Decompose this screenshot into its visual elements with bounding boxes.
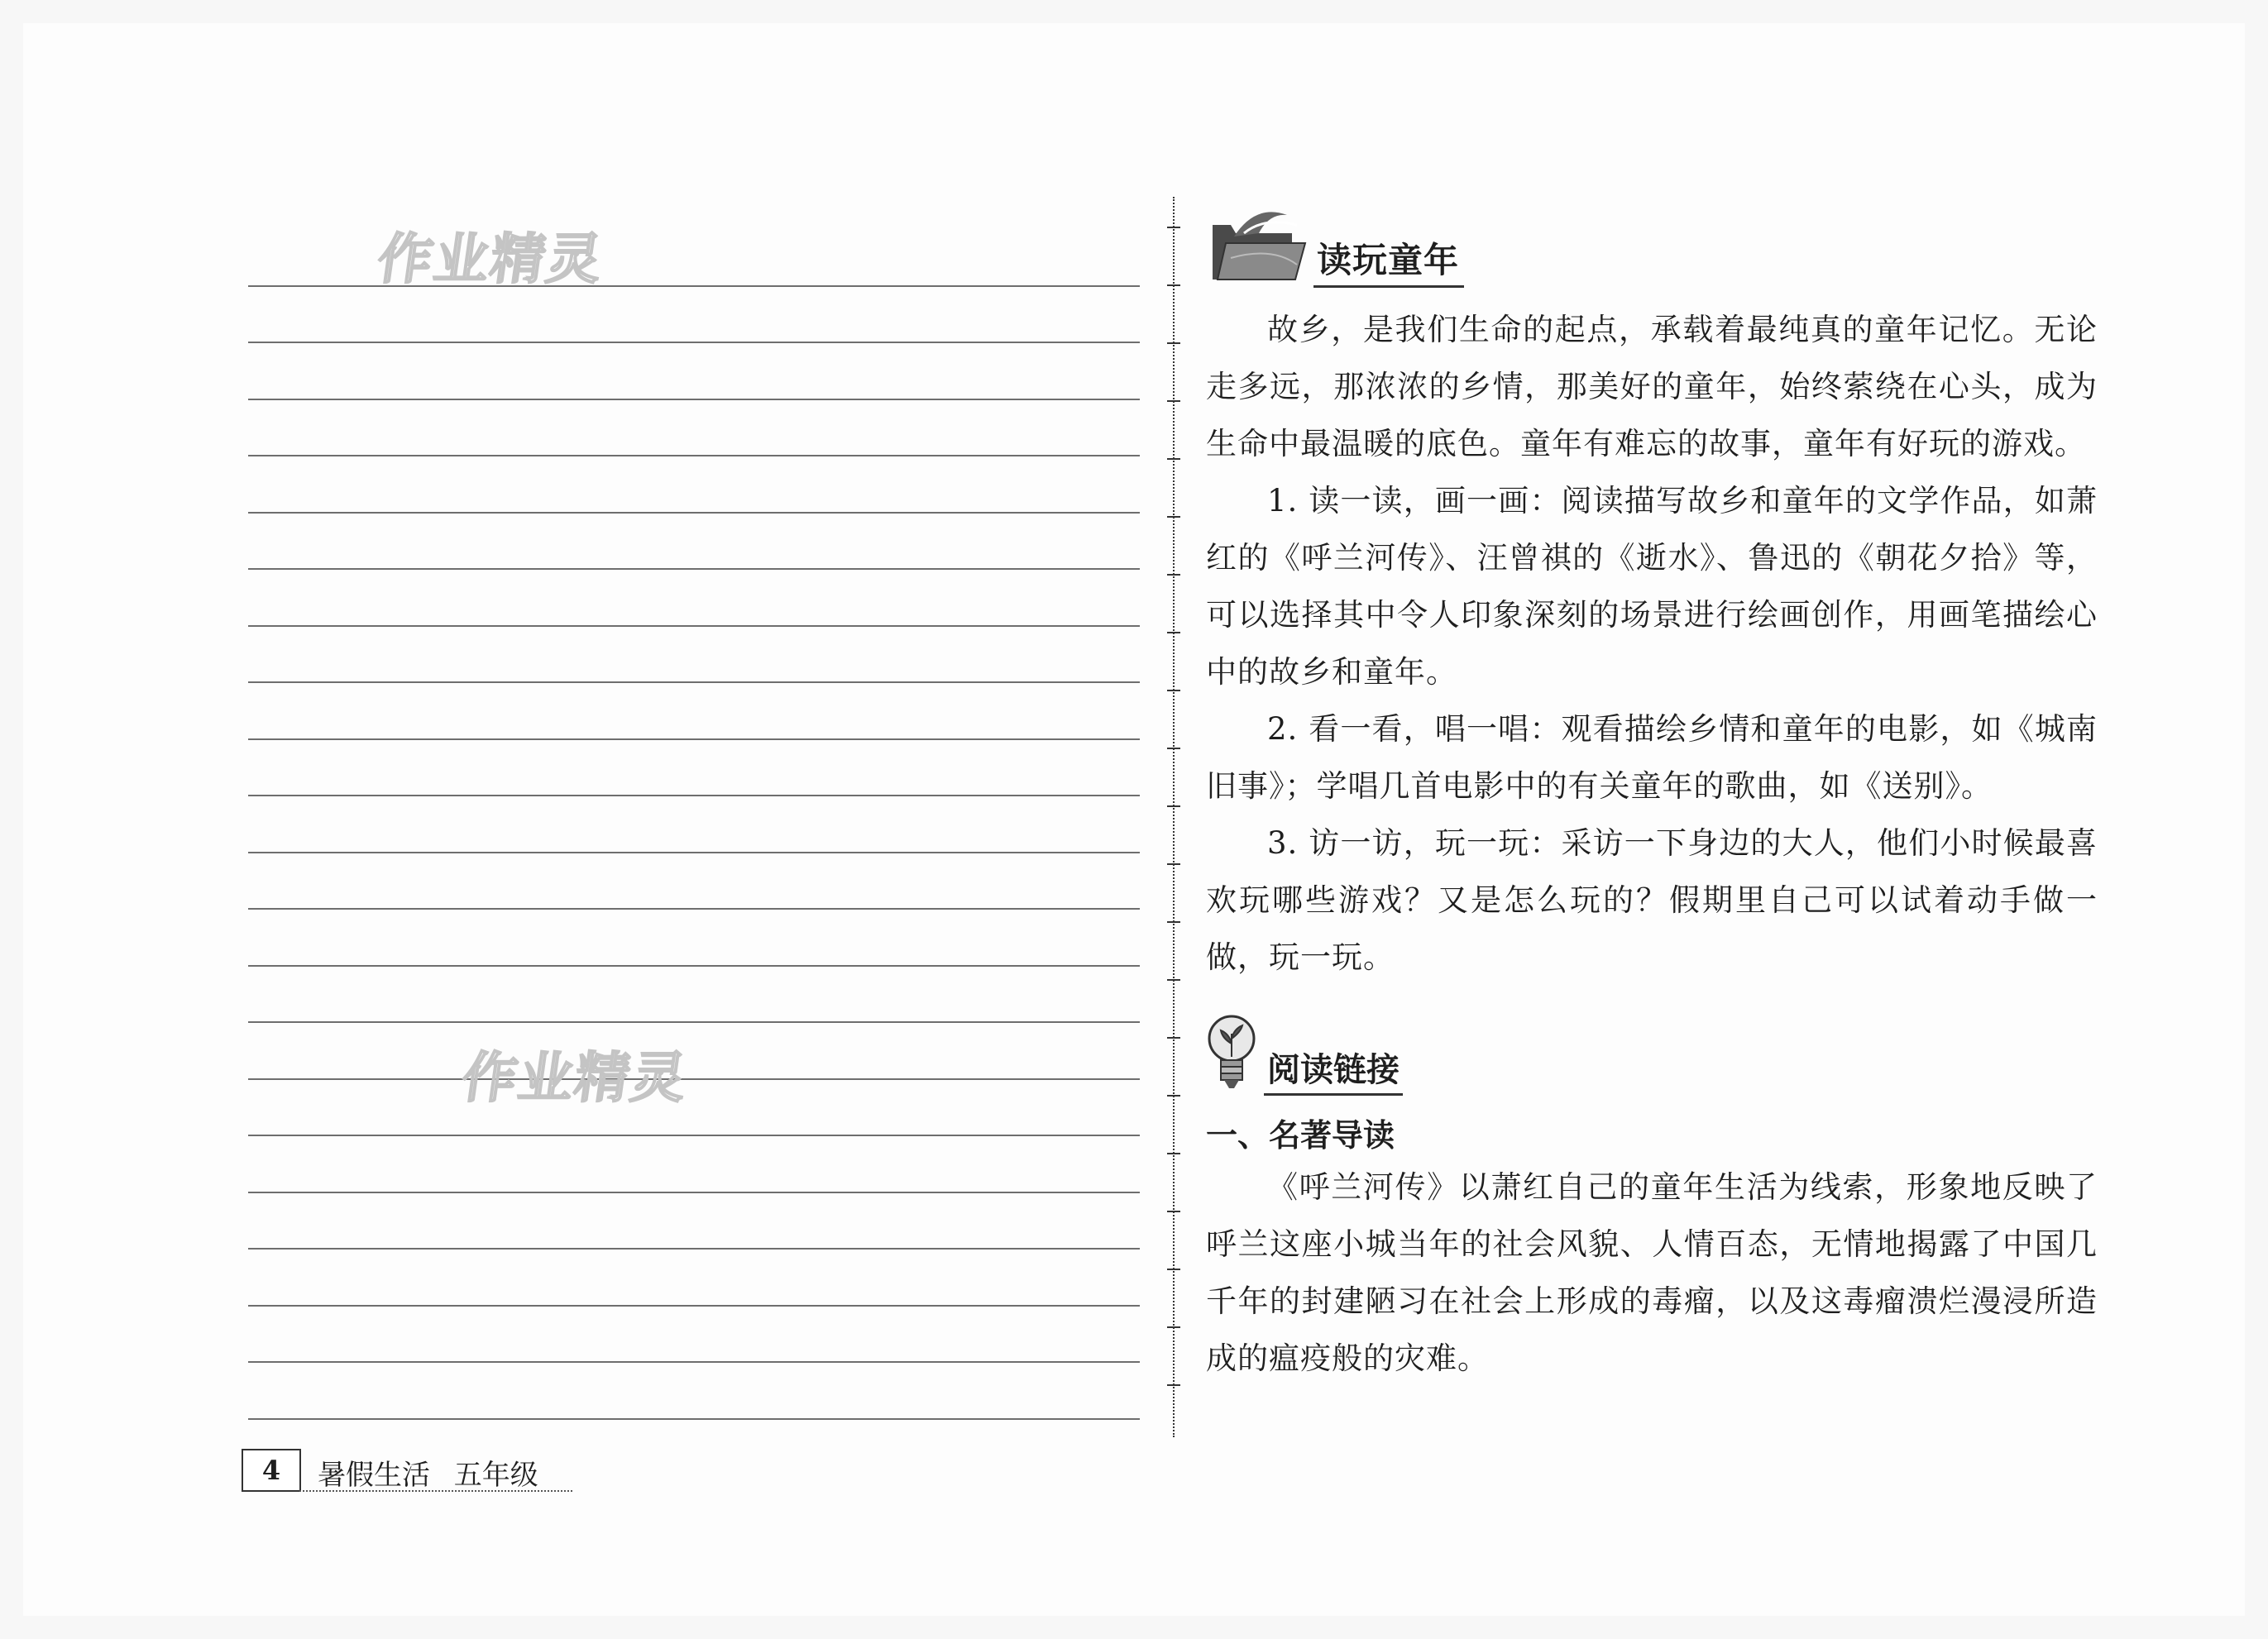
- footer-dotted-line: [299, 1490, 572, 1492]
- writing-line: [248, 400, 1140, 457]
- intro-paragraph: 故乡，是我们生命的起点，承载着最纯真的童年记忆。无论走多远，那浓浓的乡情，那美好的童年，始终萦绕在心头，成为生命中最温暖的底色。童年有难忘的故事，童年有好玩的游戏。: [1206, 312, 2098, 461]
- watermark: 作业精灵: [373, 227, 608, 291]
- writing-line: [248, 967, 1140, 1024]
- writing-line: [248, 1080, 1140, 1137]
- writing-line: [248, 1250, 1140, 1307]
- writing-line: [248, 1023, 1140, 1080]
- lightbulb-icon: [1206, 1011, 1257, 1097]
- writing-line: [248, 1193, 1140, 1250]
- writing-line: [248, 570, 1140, 627]
- writing-line: [248, 627, 1140, 684]
- reading-paragraph: 《呼兰河传》以萧红自己的童年生活为线索，形象地反映了呼兰这座小城当年的社会风貌、人情百态，无情地揭露了中国几千年的封建陋习在社会上形成的毒瘤，以及这毒瘤溃烂漫浸所造成的瘟疫般的灾难。: [1206, 1169, 2098, 1376]
- writing-line: [248, 740, 1140, 797]
- folder-icon: [1206, 200, 1309, 286]
- section-header: [1206, 1004, 2098, 1095]
- writing-line: [248, 343, 1140, 400]
- section-title: 读玩童年: [1317, 233, 1459, 283]
- page-footer: [242, 1449, 572, 1493]
- dotted-divider: [1173, 197, 1175, 1437]
- writing-line: [248, 1363, 1140, 1420]
- writing-line: [248, 287, 1140, 344]
- writing-lines: [248, 230, 1140, 1420]
- writing-line: [248, 683, 1140, 740]
- right-column: [1206, 197, 2098, 1387]
- activity-item-1: 1. 读一读，画一画：阅读描写故乡和童年的文学作品，如萧红的《呼兰河传》、汪曾祺的《逝水》、鲁迅的《朝花夕拾》等，可以选择其中令人印象深刻的场景进行绘画创作，用画笔描绘心中的故乡和童年。: [1206, 483, 2098, 690]
- page-number: 4: [242, 1449, 301, 1492]
- subheading: 一、名著导读: [1206, 1117, 1395, 1154]
- activity-item-3: 3. 访一访，玩一玩：采访一下身边的大人，他们小时候最喜欢玩哪些游戏？又是怎么玩的？假期里自己可以试着动手做一做，玩一玩。: [1206, 825, 2098, 975]
- book-title: 暑假生活 五年级: [318, 1459, 538, 1492]
- writing-line: [248, 514, 1140, 571]
- section-header: [1206, 197, 2098, 289]
- section-title: 阅读链接: [1267, 1044, 1400, 1091]
- writing-line: [248, 796, 1140, 853]
- watermark: 作业精灵: [457, 1046, 692, 1110]
- writing-line: [248, 456, 1140, 514]
- writing-line: [248, 853, 1140, 910]
- writing-line: [248, 1307, 1140, 1364]
- activity-item-2: 2. 看一看，唱一唱：观看描绘乡情和童年的电影，如《城南旧事》；学唱几首电影中的有关童年的歌曲，如《送别》。: [1206, 711, 2098, 804]
- writing-line: [248, 910, 1140, 967]
- writing-line: [248, 1136, 1140, 1193]
